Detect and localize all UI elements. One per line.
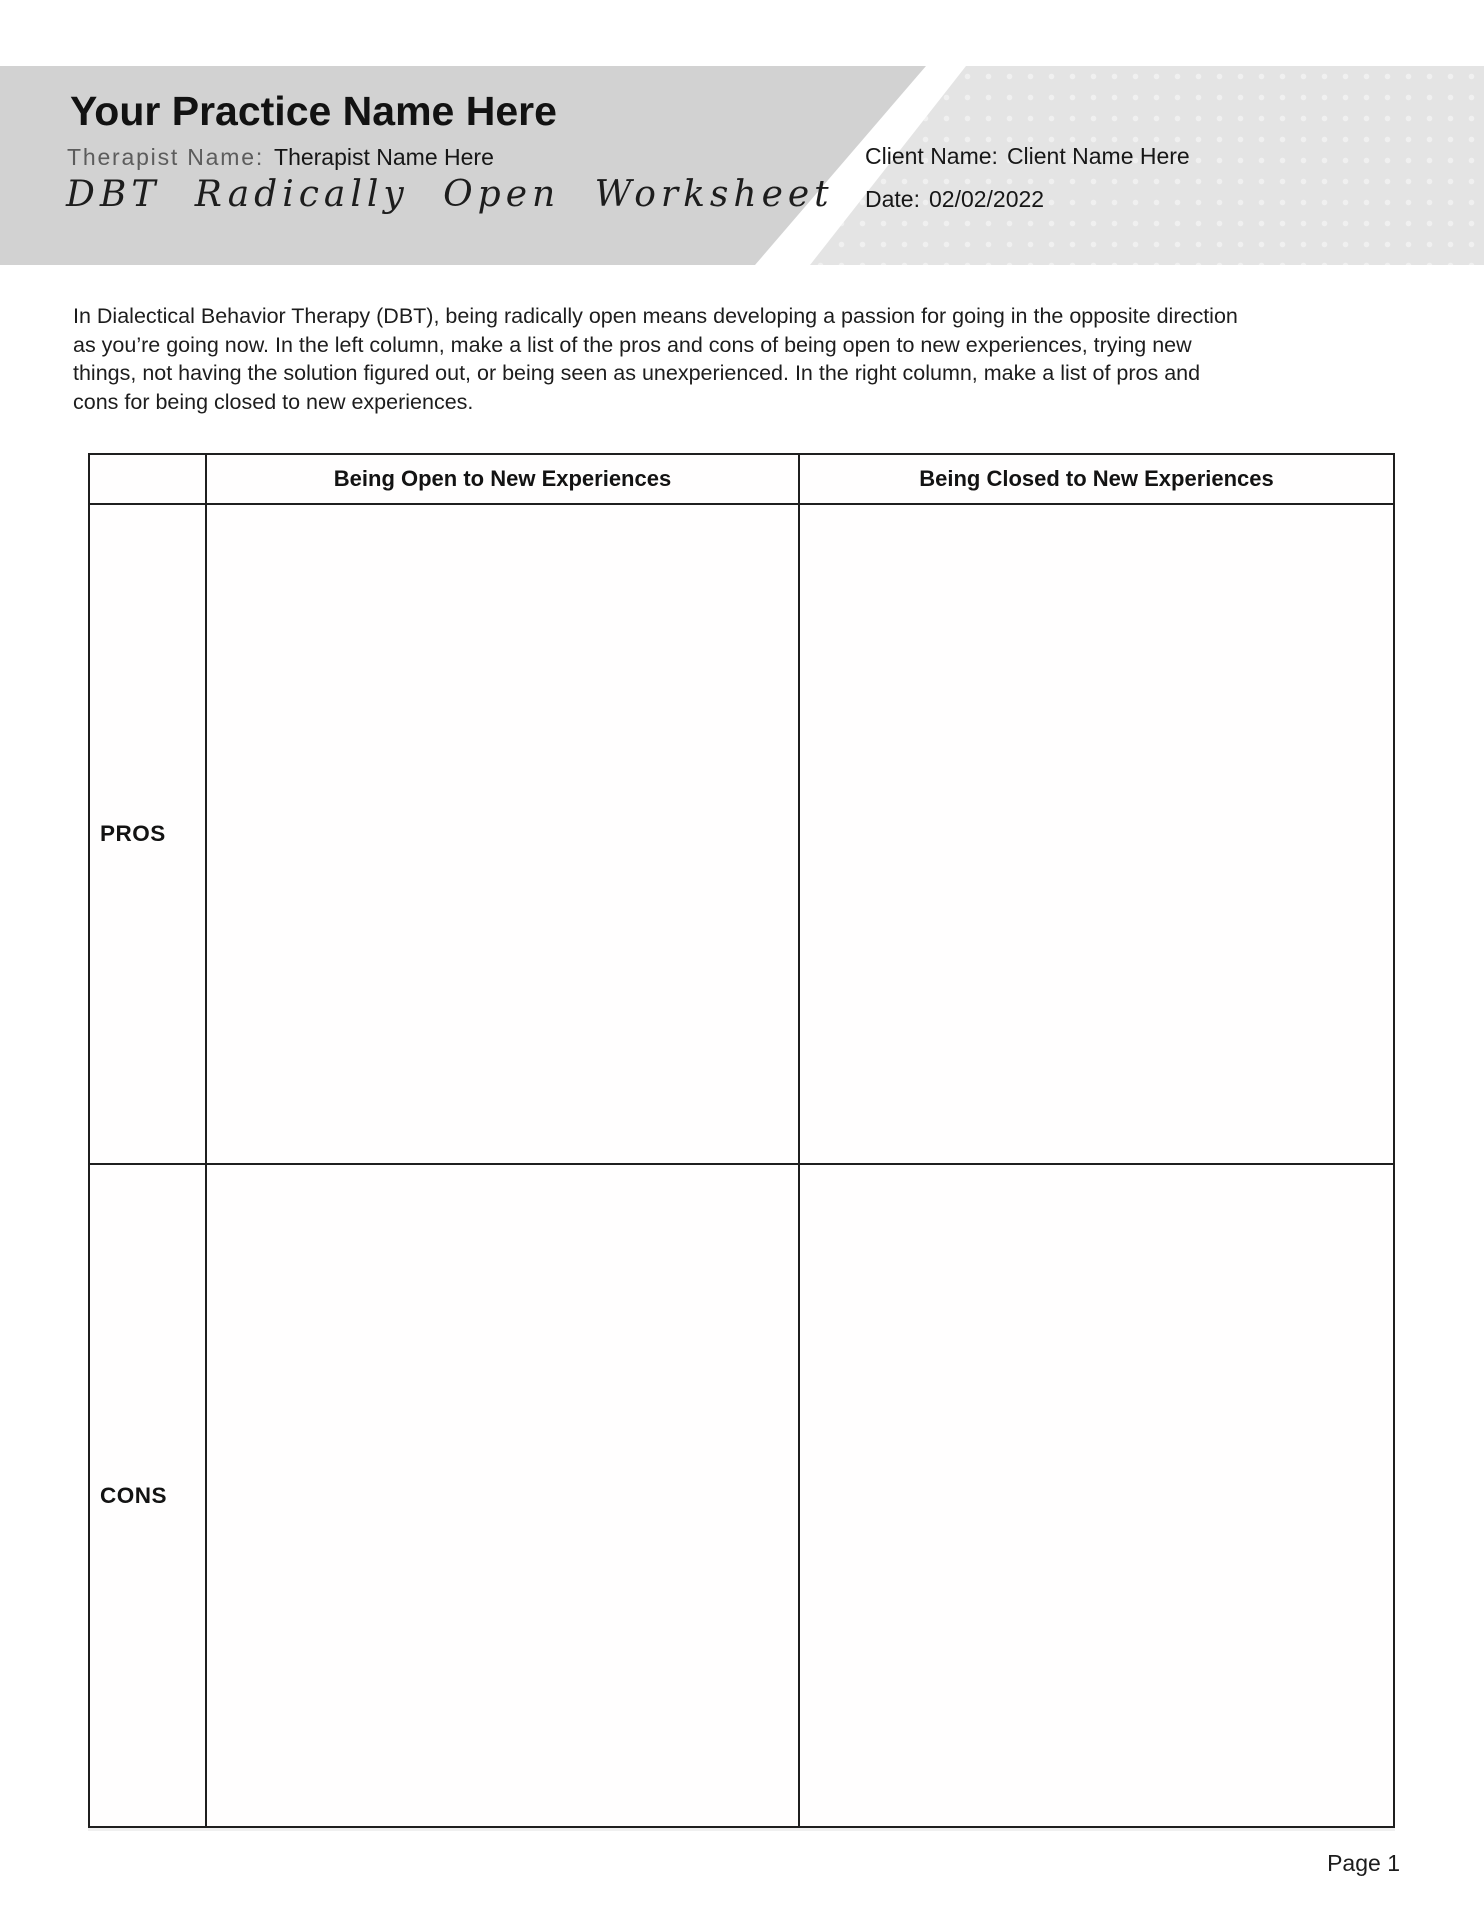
therapist-name-value: Therapist Name Here	[274, 144, 494, 170]
intro-line: In Dialectical Behavior Therapy (DBT), being radically open means developing a passion for going in the opposite direction	[73, 304, 1238, 328]
worksheet-title: DBT Radically Open Worksheet	[66, 174, 834, 215]
row-label-pros: PROS	[90, 505, 207, 1165]
intro-line: cons for being closed to new experiences.	[73, 389, 474, 414]
table-header-open: Being Open to New Experiences	[207, 455, 800, 505]
row-label-cons: CONS	[90, 1165, 207, 1826]
client-name-value: Client Name Here	[1006, 143, 1190, 169]
date-value: 02/02/2022	[928, 186, 1045, 212]
client-info-block	[865, 143, 1190, 213]
therapist-name-line	[67, 144, 494, 171]
pros-closed-cell	[800, 505, 1393, 1165]
client-name-label: Client Name:	[865, 143, 998, 169]
intro-paragraph	[73, 302, 1238, 416]
date-label: Date:	[865, 186, 920, 212]
intro-line: things, not having the solution figured out, or being seen as unexperienced. In the right column, make a list of pros and	[73, 361, 1201, 385]
cons-open-cell	[207, 1165, 800, 1826]
date-line	[865, 186, 1190, 213]
client-name-line	[865, 143, 1190, 170]
intro-line: as you’re going now. In the left column, make a list of the pros and cons of being open to new experiences, trying new	[73, 332, 1192, 357]
table-header-closed: Being Closed to New Experiences	[800, 455, 1393, 505]
table-header-empty	[90, 455, 207, 505]
pros-cons-table	[88, 453, 1395, 1828]
cons-closed-cell	[800, 1165, 1393, 1826]
practice-name: Your Practice Name Here	[70, 88, 557, 134]
pros-open-cell	[207, 505, 800, 1165]
therapist-name-label: Therapist Name:	[67, 144, 265, 170]
page-number: Page 1	[1327, 1850, 1400, 1876]
